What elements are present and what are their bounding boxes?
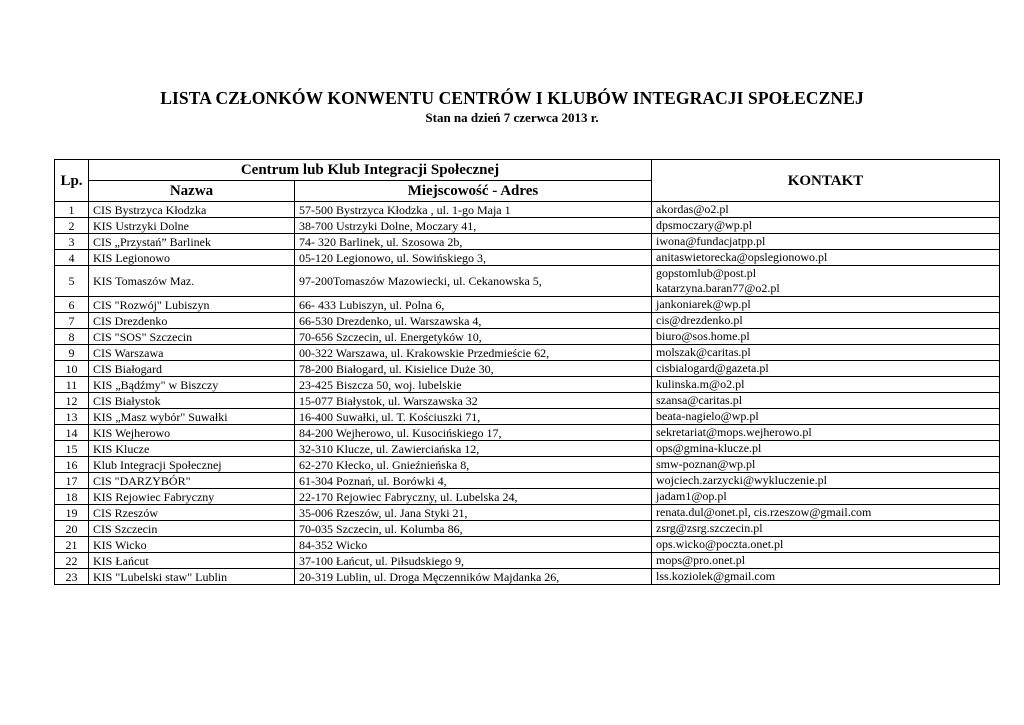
contact-email: cisbialogard@gazeta.pl (656, 361, 769, 375)
cell-kontakt (652, 457, 1000, 473)
cell-kontakt (652, 569, 1000, 585)
table-row (55, 361, 1000, 377)
contact-email: zsrg@zsrg.szczecin.pl (656, 521, 763, 535)
table-row (55, 489, 1000, 505)
cell-kontakt (652, 521, 1000, 537)
table-row (55, 297, 1000, 313)
cell-nazwa: KIS „Masz wybór" Suwałki (89, 409, 295, 425)
cell-nazwa: Klub Integracji Społecznej (89, 457, 295, 473)
table-row (55, 234, 1000, 250)
cell-adres: 62-270 Kłecko, ul. Gnieźnieńska 8, (295, 457, 652, 473)
cell-adres: 97-200Tomaszów Mazowiecki, ul. Cekanowska 5, (295, 266, 652, 297)
table-row (55, 569, 1000, 585)
contact-email: jadam1@op.pl (656, 489, 727, 503)
contact-email: renata.dul@onet.pl, cis.rzeszow@gmail.com (656, 505, 872, 519)
cell-adres: 61-304 Poznań, ul. Borówki 4, (295, 473, 652, 489)
members-table (54, 159, 1000, 585)
cell-lp: 18 (55, 489, 89, 505)
table-row (55, 521, 1000, 537)
table-row (55, 218, 1000, 234)
contact-email: biuro@sos.home.pl (656, 329, 750, 343)
cell-nazwa: KIS „Bądźmy" w Biszczy (89, 377, 295, 393)
table-row (55, 393, 1000, 409)
cell-lp: 6 (55, 297, 89, 313)
cell-lp: 4 (55, 250, 89, 266)
cell-lp: 16 (55, 457, 89, 473)
cell-kontakt (652, 266, 1000, 297)
cell-lp: 7 (55, 313, 89, 329)
cell-lp: 19 (55, 505, 89, 521)
contact-email: ops.wicko@poczta.onet.pl (656, 537, 784, 551)
contact-email: lss.koziolek@gmail.com (656, 569, 776, 583)
contact-email: cis@drezdenko.pl (656, 313, 743, 327)
table-row (55, 329, 1000, 345)
contact-email: katarzyna.baran77@o2.pl (656, 281, 780, 295)
cell-nazwa: CIS Białystok (89, 393, 295, 409)
cell-adres: 16-400 Suwałki, ul. T. Kościuszki 71, (295, 409, 652, 425)
cell-lp: 1 (55, 202, 89, 218)
cell-kontakt (652, 505, 1000, 521)
cell-nazwa: CIS Białogard (89, 361, 295, 377)
cell-kontakt (652, 361, 1000, 377)
cell-adres: 70-035 Szczecin, ul. Kolumba 86, (295, 521, 652, 537)
cell-lp: 11 (55, 377, 89, 393)
cell-lp: 2 (55, 218, 89, 234)
contact-email: mops@pro.onet.pl (656, 553, 746, 567)
cell-kontakt (652, 202, 1000, 218)
contact-email: molszak@caritas.pl (656, 345, 751, 359)
cell-nazwa: KIS Tomaszów Maz. (89, 266, 295, 297)
cell-lp: 21 (55, 537, 89, 553)
document-subtitle: Stan na dzień 7 czerwca 2013 r. (425, 110, 599, 125)
cell-nazwa: CIS "Rozwój" Lubiszyn (89, 297, 295, 313)
cell-nazwa: KIS Ustrzyki Dolne (89, 218, 295, 234)
table-header (55, 160, 1000, 202)
cell-adres: 37-100 Łańcut, ul. Piłsudskiego 9, (295, 553, 652, 569)
contact-email: sekretariat@mops.wejherowo.pl (656, 425, 812, 439)
cell-lp: 10 (55, 361, 89, 377)
table-row (55, 425, 1000, 441)
contact-email: jankoniarek@wp.pl (656, 297, 751, 311)
cell-lp: 12 (55, 393, 89, 409)
table-row (55, 266, 1000, 297)
table-row (55, 202, 1000, 218)
contact-email: anitaswietorecka@opslegionowo.pl (656, 250, 828, 264)
header-lp: Lp. (55, 160, 89, 202)
cell-adres: 84-200 Wejherowo, ul. Kusocińskiego 17, (295, 425, 652, 441)
header-nazwa: Nazwa (89, 181, 295, 202)
contact-email: iwona@fundacjatpp.pl (656, 234, 766, 248)
contact-email: beata-nagielo@wp.pl (656, 409, 759, 423)
contact-email: kulinska.m@o2.pl (656, 377, 745, 391)
table-row (55, 457, 1000, 473)
table-row (55, 313, 1000, 329)
cell-nazwa: KIS Łańcut (89, 553, 295, 569)
cell-kontakt (652, 553, 1000, 569)
contact-email: gopstomlub@post.pl (656, 266, 757, 280)
cell-nazwa: KIS Wicko (89, 537, 295, 553)
cell-lp: 8 (55, 329, 89, 345)
cell-lp: 15 (55, 441, 89, 457)
cell-adres: 38-700 Ustrzyki Dolne, Moczary 41, (295, 218, 652, 234)
cell-kontakt (652, 441, 1000, 457)
cell-kontakt (652, 218, 1000, 234)
cell-adres: 05-120 Legionowo, ul. Sowińskiego 3, (295, 250, 652, 266)
table-body (55, 202, 1000, 585)
cell-kontakt (652, 377, 1000, 393)
cell-kontakt (652, 393, 1000, 409)
header-kontakt: KONTAKT (652, 160, 1000, 202)
contact-email: ops@gmina-klucze.pl (656, 441, 762, 455)
contact-email: szansa@caritas.pl (656, 393, 743, 407)
header-adres: Miejscowość - Adres (295, 181, 652, 202)
cell-nazwa: KIS Klucze (89, 441, 295, 457)
cell-nazwa: CIS "SOS" Szczecin (89, 329, 295, 345)
cell-kontakt (652, 329, 1000, 345)
cell-adres: 23-425 Biszcza 50, woj. lubelskie (295, 377, 652, 393)
cell-kontakt (652, 345, 1000, 361)
cell-kontakt (652, 425, 1000, 441)
cell-nazwa: KIS Legionowo (89, 250, 295, 266)
cell-kontakt (652, 313, 1000, 329)
table-row (55, 537, 1000, 553)
table-row (55, 250, 1000, 266)
cell-nazwa: CIS „Przystań” Barlinek (89, 234, 295, 250)
cell-adres: 84-352 Wicko (295, 537, 652, 553)
cell-kontakt (652, 250, 1000, 266)
cell-adres: 32-310 Klucze, ul. Zawierciańska 12, (295, 441, 652, 457)
table-row (55, 409, 1000, 425)
table-row (55, 441, 1000, 457)
cell-nazwa: CIS Drezdenko (89, 313, 295, 329)
cell-lp: 17 (55, 473, 89, 489)
cell-kontakt (652, 537, 1000, 553)
cell-kontakt (652, 234, 1000, 250)
cell-adres: 74- 320 Barlinek, ul. Szosowa 2b, (295, 234, 652, 250)
cell-nazwa: CIS "DARZYBÓR" (89, 473, 295, 489)
cell-nazwa: KIS Rejowiec Fabryczny (89, 489, 295, 505)
cell-lp: 23 (55, 569, 89, 585)
cell-adres: 66-530 Drezdenko, ul. Warszawska 4, (295, 313, 652, 329)
cell-lp: 14 (55, 425, 89, 441)
cell-nazwa: KIS "Lubelski staw" Lublin (89, 569, 295, 585)
cell-kontakt (652, 409, 1000, 425)
cell-adres: 22-170 Rejowiec Fabryczny, ul. Lubelska 24, (295, 489, 652, 505)
cell-adres: 00-322 Warszawa, ul. Krakowskie Przedmieście 62, (295, 345, 652, 361)
cell-adres: 66- 433 Lubiszyn, ul. Polna 6, (295, 297, 652, 313)
cell-lp: 9 (55, 345, 89, 361)
contact-email: wojciech.zarzycki@wykluczenie.pl (656, 473, 827, 487)
cell-lp: 13 (55, 409, 89, 425)
table-row (55, 553, 1000, 569)
table-row (55, 473, 1000, 489)
cell-lp: 3 (55, 234, 89, 250)
table-row (55, 377, 1000, 393)
cell-nazwa: CIS Rzeszów (89, 505, 295, 521)
contact-email: dpsmoczary@wp.pl (656, 218, 753, 232)
cell-adres: 57-500 Bystrzyca Kłodzka , ul. 1-go Maja 1 (295, 202, 652, 218)
cell-nazwa: CIS Szczecin (89, 521, 295, 537)
contact-email: akordas@o2.pl (656, 202, 729, 216)
cell-adres: 20-319 Lublin, ul. Droga Męczenników Majdanka 26, (295, 569, 652, 585)
cell-kontakt (652, 297, 1000, 313)
cell-adres: 15-077 Białystok, ul. Warszawska 32 (295, 393, 652, 409)
document-title: LISTA CZŁONKÓW KONWENTU CENTRÓW I KLUBÓW INTEGRACJI SPOŁECZNEJ (160, 88, 864, 108)
cell-adres: 35-006 Rzeszów, ul. Jana Styki 21, (295, 505, 652, 521)
cell-kontakt (652, 473, 1000, 489)
cell-lp: 22 (55, 553, 89, 569)
cell-lp: 5 (55, 266, 89, 297)
cell-lp: 20 (55, 521, 89, 537)
cell-nazwa: CIS Warszawa (89, 345, 295, 361)
cell-nazwa: CIS Bystrzyca Kłodzka (89, 202, 295, 218)
cell-kontakt (652, 489, 1000, 505)
header-group: Centrum lub Klub Integracji Społecznej (89, 160, 652, 181)
table-row (55, 345, 1000, 361)
table-row (55, 505, 1000, 521)
cell-adres: 78-200 Białogard, ul. Kisielice Duże 30, (295, 361, 652, 377)
contact-email: smw-poznan@wp.pl (656, 457, 756, 471)
cell-adres: 70-656 Szczecin, ul. Energetyków 10, (295, 329, 652, 345)
cell-nazwa: KIS Wejherowo (89, 425, 295, 441)
